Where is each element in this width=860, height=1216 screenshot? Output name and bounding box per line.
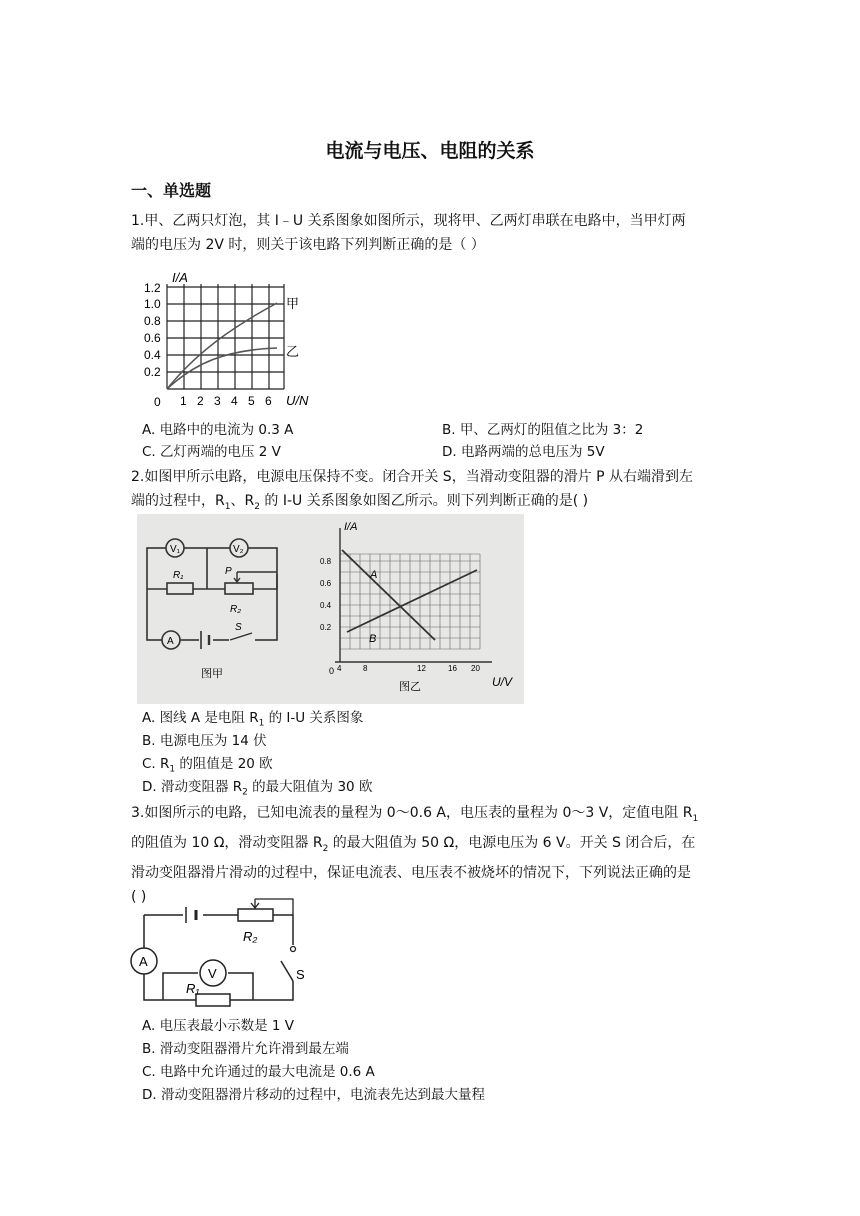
q3-option-c[interactable]: C. 电路中允许通过的最大电流是 0.6 A [142,1064,375,1080]
q2-r2-label: R₂ [230,604,242,615]
q1-xtick: 4 [231,394,238,408]
q1-option-b[interactable]: B. 甲、乙两灯的阻值之比为 3：2 [442,422,644,438]
svg-text:V₂: V₂ [233,544,244,555]
q1-stem-line2: 端的电压为 2V 时，则关于该电路下列判断正确的是（ ） [131,237,485,253]
q2-xtick: 12 [417,664,426,673]
q2-origin: 0 [329,666,335,676]
q3-stem-line2: 的阻值为 10 Ω，滑动变阻器 $R_2$ 的最大阻值为 50 Ω，电源电压为 6 V。开关 S 闭合后，在 [131,834,696,854]
q1-ytick: 1.2 [144,281,161,295]
q1-xtick: 2 [197,394,204,408]
q3-stem [131,801,731,909]
q2-p-label: P [225,566,232,577]
q2-option-c[interactable]: C. $R_1$ 的阻值是 20 欧 [142,756,273,775]
q2-line-a [342,550,435,640]
q1-ytick: 1.0 [144,297,161,311]
q1-curve-label-jia: 甲 [286,296,300,311]
q3-stem-line1: 3.如图所示的电路，已知电流表的量程为 0～0.6 A，电压表的量程为 0～3 V，定值电阻 $R_1$ [131,805,699,824]
q3-stem-line4: ( ) [131,888,147,905]
q2-option-a[interactable]: A. 图线 A 是电阻 $R_1$ 的 I-U 关系图象 [142,710,364,729]
q2-option-d[interactable]: D. 滑动变阻器 $R_2$ 的最大阻值为 30 欧 [142,779,373,798]
q1-y-label: I/A [172,270,188,285]
q2-ytick: 0.8 [320,557,332,566]
q1-iu-graph [140,268,330,413]
q2-line-b [347,570,477,632]
q1-option-d[interactable]: D. 电路两端的总电压为 5V [442,444,605,460]
q1-ytick: 0.2 [144,365,161,379]
q2-stem-line1: 2.如图甲所示电路，电源电压保持不变。闭合开关 S，当滑动变阻器的滑片 P 从右端滑到左 [131,469,694,485]
svg-text:A: A [167,636,174,647]
svg-text:V₁: V₁ [170,544,181,555]
q1-stem [131,209,731,257]
q3-option-b[interactable]: B. 滑动变阻器滑片允许滑到最左端 [142,1041,349,1057]
q2-stem-line2: 端的过程中，$R_1$、$R_2$ 的 I-U 关系图象如图乙所示。则下列判断正确的是( ) [131,493,589,512]
q2-r2-rheostat [225,583,253,594]
q3-ammeter [131,948,157,974]
q1-xtick: 3 [214,394,221,408]
q2-option-b[interactable]: B. 电源电压为 14 伏 [142,733,267,749]
q1-ytick: 0.8 [144,314,161,328]
section-heading: 一、单选题 [131,181,212,200]
q3-r1-label: R₁ [186,981,200,996]
q2-stem [131,465,731,519]
q3-r1-resistor [196,994,230,1006]
q2-ytick: 0.2 [320,623,332,632]
q2-switch-label: S [235,622,242,633]
q2-r1-label: R₁ [173,570,184,581]
q2-line-b-label: B [369,633,377,645]
q2-xtick: 4 [337,664,342,673]
q2-xtick: 20 [471,664,480,673]
q1-xtick: 5 [248,394,255,408]
q2-xtick: 16 [448,664,457,673]
q2-ytick: 0.4 [320,601,332,610]
q3-r2-label: R₂ [243,929,258,944]
q2-v1-meter [166,539,184,557]
q3-stem-line3: 滑动变阻器滑片滑动的过程中，保证电流表、电压表不被烧坏的情况下，下列说法正确的是 [131,864,691,881]
q1-graph-grid [167,284,284,389]
q2-figure-photo [137,514,524,704]
q2-ytick: 0.6 [320,579,332,588]
q2-r1-resistor [167,583,193,594]
q1-origin: 0 [154,395,161,409]
q1-x-label: U/N [286,393,309,408]
q1-option-a[interactable]: A. 电路中的电流为 0.3 A [142,422,294,438]
q1-xtick: 1 [180,394,187,408]
q1-option-c[interactable]: C. 乙灯两端的电压 2 V [142,444,281,460]
q2-left-caption: 图甲 [201,668,223,680]
q3-option-d[interactable]: D. 滑动变阻器滑片移动的过程中，电流表先达到最大量程 [142,1087,485,1103]
q1-xtick: 6 [265,394,272,408]
q3-circuit [128,895,313,1015]
q2-ammeter [162,631,180,649]
svg-text:V: V [208,966,217,981]
q1-ytick: 0.4 [144,348,161,362]
q2-figure [137,514,524,704]
q1-stem-line1: 1.甲、乙两只灯泡，其 I﹣U 关系图象如图所示，现将甲、乙两灯串联在电路中，当甲灯两 [131,213,686,229]
q2-right-caption: 图乙 [399,681,421,693]
q2-v2-meter [230,539,248,557]
q1-ytick: 0.6 [144,331,161,345]
q3-option-a[interactable]: A. 电压表最小示数是 1 V [142,1018,294,1034]
q3-voltmeter [200,960,226,986]
q3-switch-label: S [296,967,305,982]
q1-curve-label-yi: 乙 [286,344,300,359]
q3-r2-rheostat [238,909,273,921]
q2-line-a-label: A [370,569,378,581]
q2-xtick: 8 [363,664,368,673]
q2-x-label: U/V [492,675,513,689]
page-title: 电流与电压、电阻的关系 [325,140,535,162]
q2-y-label: I/A [344,521,358,533]
svg-text:A: A [139,954,148,969]
